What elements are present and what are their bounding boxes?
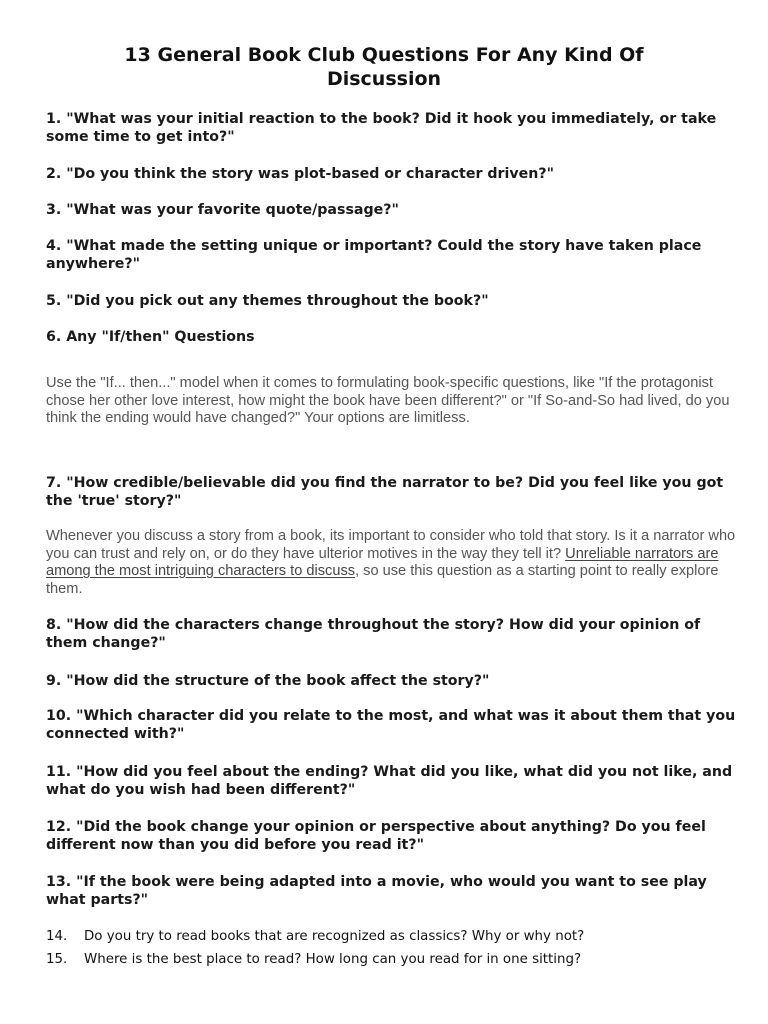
question-3: 3. "What was your favorite quote/passage?" xyxy=(46,202,399,218)
question-13: 13. "If the book were being adapted into a movie, who would you want to see play what parts?" xyxy=(46,874,707,908)
question-1: 1. "What was your initial reaction to the book? Did it hook you immediately, or take some time to get into?" xyxy=(46,111,717,145)
question-2: 2. "Do you think the story was plot-based or character driven?" xyxy=(46,166,554,182)
paragraph-narrator xyxy=(46,528,736,598)
question-4: 4. "What made the setting unique or important? Could the story have taken place anywhere?" xyxy=(46,238,702,272)
list-text: Where is the best place to read? How long can you read for in one sitting? xyxy=(84,952,582,967)
question-11: 11. "How did you feel about the ending? What did you like, what did you not like, and what do you wish had been different?" xyxy=(46,764,733,798)
paragraph-if-then: Use the "If... then..." model when it comes to formulating book-specific questions, like "If the protagonist chose her other love interest, how might the book have been different?" or "If So-and-So had lived, do you think the ending would have changed?" Your options are limitless. xyxy=(46,375,730,426)
document-title: 13 General Book Club Questions For Any Kind Of Discussion xyxy=(124,44,644,90)
question-6: 6. Any "If/then" Questions xyxy=(46,329,255,345)
question-12: 12. "Did the book change your opinion or perspective about anything? Do you feel different now than you did before you read it?" xyxy=(46,819,706,853)
list-item-14 xyxy=(46,928,736,946)
list-number: 14. xyxy=(46,929,68,944)
paragraph-narrator-text: Whenever you discuss a story from a book, its important to consider who told that story. Is it a narrator who you can trust and rely on, or do they have ulterior motives in the way they tell it? xyxy=(46,528,736,562)
list-text: Do you try to read books that are recognized as classics? Why or why not? xyxy=(84,929,585,944)
question-5: 5. "Did you pick out any themes throughout the book?" xyxy=(46,293,489,309)
question-9: 9. "How did the structure of the book affect the story?" xyxy=(46,673,490,689)
question-7: 7. "How credible/believable did you find the narrator to be? Did you feel like you got the 'true' story?" xyxy=(46,475,724,509)
unreliable-narrators-link[interactable]: Unreliable narrators are among the most intriguing characters to discuss xyxy=(46,545,719,579)
list-number: 15. xyxy=(46,952,68,967)
paragraph-narrator-text-end: , so use this question as a starting point to really explore them. xyxy=(46,563,719,597)
list-item-15 xyxy=(46,951,736,969)
question-8: 8. "How did the characters change throughout the story? How did your opinion of them change?" xyxy=(46,617,701,651)
question-10: 10. "Which character did you relate to the most, and what was it about them that you connected with?" xyxy=(46,708,736,742)
